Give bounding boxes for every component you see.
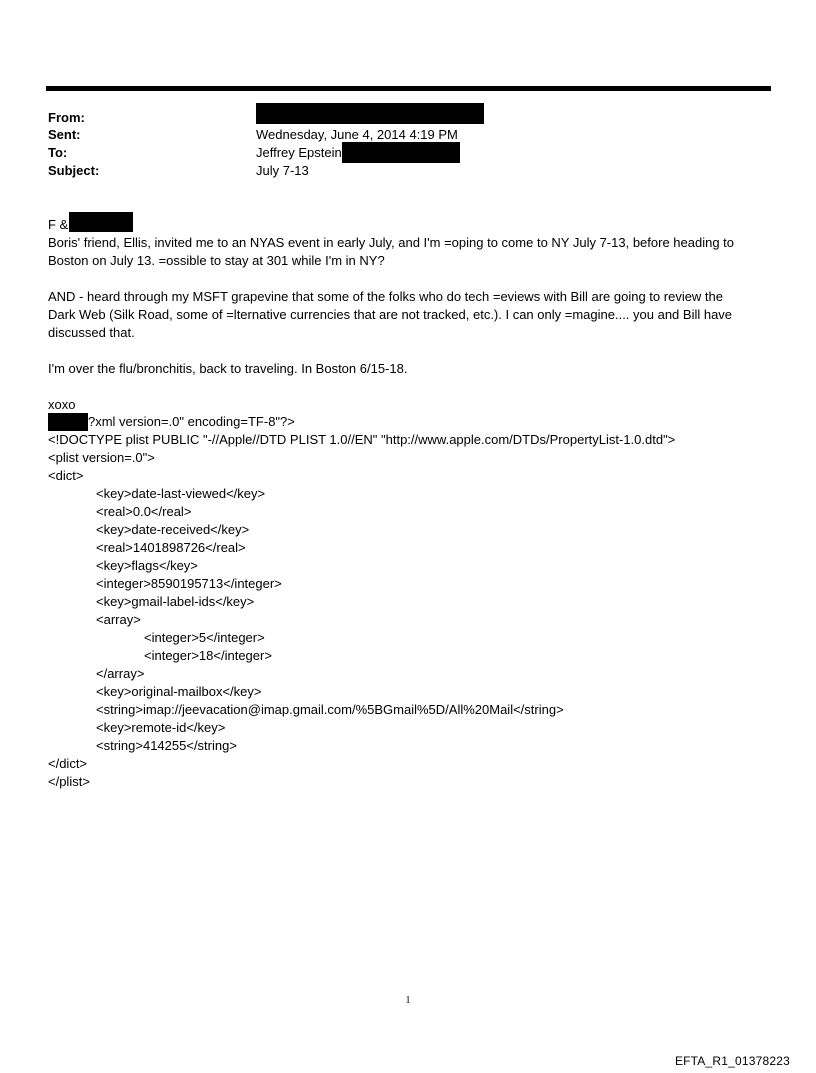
plist-line: </array> [96,666,145,681]
to-label: To: [48,145,68,160]
plist-line: <key>date-last-viewed</key> [96,486,266,501]
plist-line: <plist version=.0"> [48,450,155,465]
body-text-line: Boston on July 13. =ossible to stay at 301 while I'm in NY? [48,253,385,268]
redaction-box [342,142,460,163]
from-label: From: [48,110,85,125]
from-value [256,109,484,127]
plist-line: <real>1401898726</real> [96,540,246,555]
plist-line: <key>flags</key> [96,558,198,573]
plist-line: <!DOCTYPE plist PUBLIC "-//Apple//DTD PLIST 1.0//EN" "http://www.apple.com/DTDs/PropertyList-1.0.dtd"> [48,432,676,447]
body-text-line: I'm over the flu/bronchitis, back to traveling. In Boston 6/15-18. [48,361,408,376]
plist-line: </dict> [48,756,88,771]
redaction-box [256,103,484,124]
plist-line: <string>414255</string> [96,738,237,753]
plist-line: <string>imap://jeevacation@imap.gmail.com/%5BGmail%5D/All%20Mail</string> [96,702,564,717]
redaction-box [48,413,88,431]
body-text-line: AND - heard through my MSFT grapevine that some of the folks who do tech =eviews with Bill are going to review the [48,289,724,304]
bates-number: EFTA_R1_01378223 [674,1054,790,1068]
body-text-line: discussed that. [48,325,135,340]
plist-line: <key>original-mailbox</key> [96,684,262,699]
plist-line: <key>date-received</key> [96,522,250,537]
header-rule [46,86,771,91]
plist-line: <integer>5</integer> [144,630,265,645]
greeting-line [48,216,133,234]
signoff: xoxo [48,397,76,412]
redaction-box [69,212,133,232]
plist-line: <dict> [48,468,84,483]
plist-line: <key>gmail-label-ids</key> [96,594,255,609]
plist-line: <integer>8590195713</integer> [96,576,282,591]
page-number: 1 [405,995,411,1006]
subject-label: Subject: [48,163,100,178]
sent-value: Wednesday, June 4, 2014 4:19 PM [256,127,458,142]
body-text-line: Boris' friend, Ellis, invited me to an NYAS event in early July, and I'm =oping to come to NY July 7-13, before heading to [48,235,735,250]
body-text-line: Dark Web (Silk Road, some of =lternative currencies that are not tracked, etc.). I can only =magine.... you and Bill have [48,307,733,322]
to-value [256,144,460,163]
xml-declaration: ?xml version=.0" encoding=TF-8"?> [88,414,295,429]
plist-line: <array> [96,612,141,627]
plist-line: <integer>18</integer> [144,648,272,663]
plist-line: <key>remote-id</key> [96,720,226,735]
xml-declaration-line [48,413,295,431]
plist-line: <real>0.0</real> [96,504,192,519]
greeting: F & [48,217,69,232]
subject-value: July 7-13 [256,163,309,178]
sent-label: Sent: [48,127,81,142]
plist-line: </plist> [48,774,90,789]
to-recipient: Jeffrey Epstein [256,145,342,160]
